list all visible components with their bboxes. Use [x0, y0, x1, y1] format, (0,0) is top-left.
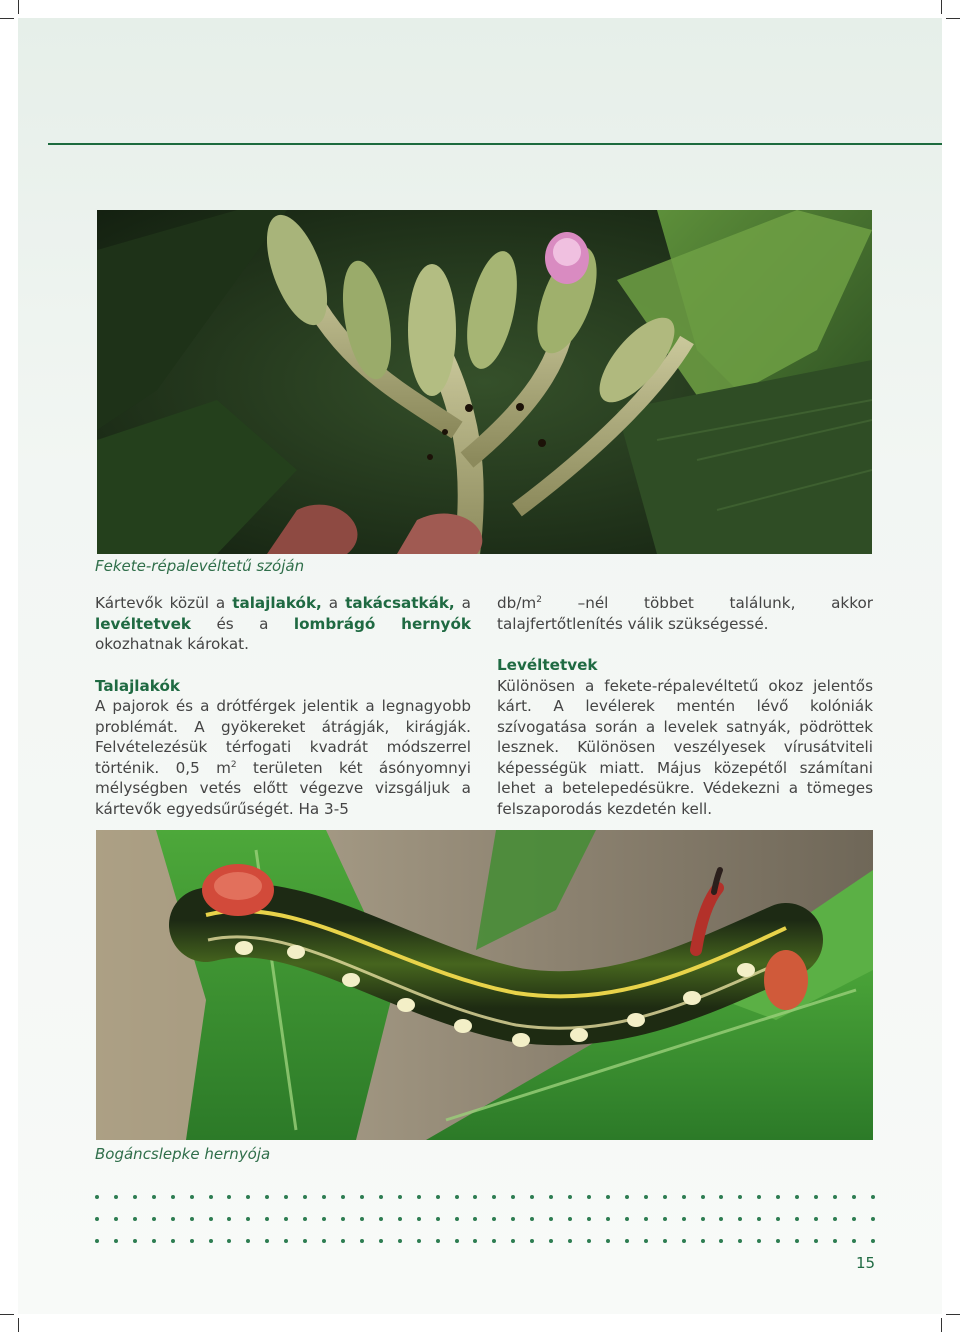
decorative-dot — [455, 1239, 459, 1243]
decorative-dot — [95, 1195, 99, 1199]
decorative-dot — [587, 1195, 591, 1199]
decorative-dot — [227, 1239, 231, 1243]
crop-mark — [941, 1318, 942, 1332]
decorative-dot — [265, 1239, 269, 1243]
decorative-dot — [133, 1217, 137, 1221]
decorative-dot — [795, 1217, 799, 1221]
decorative-dot — [511, 1239, 515, 1243]
decorative-dot — [833, 1195, 837, 1199]
page-number: 15 — [856, 1254, 876, 1272]
decorative-dot — [511, 1195, 515, 1199]
decorative-dot — [436, 1239, 440, 1243]
decorative-dot — [227, 1217, 231, 1221]
decorative-dot — [417, 1239, 421, 1243]
dot-row — [95, 1208, 875, 1230]
decorative-dot — [852, 1217, 856, 1221]
decorative-dot — [114, 1239, 118, 1243]
decorative-dot — [549, 1217, 553, 1221]
decorative-dot — [322, 1217, 326, 1221]
decorative-dot — [625, 1239, 629, 1243]
decorative-dot — [473, 1195, 477, 1199]
decorative-dot — [284, 1217, 288, 1221]
decorative-dot — [757, 1195, 761, 1199]
decorative-dot — [473, 1239, 477, 1243]
hawkmoth-caterpillar-photo — [96, 830, 873, 1140]
decorative-dot — [682, 1195, 686, 1199]
decorative-dot — [360, 1239, 364, 1243]
decorative-dot — [227, 1195, 231, 1199]
decorative-dot — [833, 1217, 837, 1221]
decorative-dot — [644, 1195, 648, 1199]
decorative-dot — [265, 1217, 269, 1221]
decorative-dot — [398, 1217, 402, 1221]
decorative-dot — [133, 1195, 137, 1199]
decorative-dot-rows — [95, 1186, 875, 1252]
decorative-dot — [701, 1217, 705, 1221]
decorative-dot — [871, 1195, 875, 1199]
decorative-dot — [682, 1217, 686, 1221]
decorative-dot — [644, 1239, 648, 1243]
decorative-dot — [701, 1239, 705, 1243]
decorative-dot — [417, 1217, 421, 1221]
decorative-dot — [341, 1217, 345, 1221]
decorative-dot — [303, 1195, 307, 1199]
decorative-dot — [814, 1239, 818, 1243]
decorative-dot — [190, 1195, 194, 1199]
decorative-dot — [795, 1195, 799, 1199]
decorative-dot — [492, 1217, 496, 1221]
left-text-column — [95, 593, 471, 819]
decorative-dot — [530, 1195, 534, 1199]
decorative-dot — [379, 1239, 383, 1243]
decorative-dot — [587, 1239, 591, 1243]
decorative-dot — [152, 1239, 156, 1243]
right-text-column — [497, 593, 873, 819]
decorative-dot — [795, 1239, 799, 1243]
decorative-dot — [530, 1217, 534, 1221]
decorative-dot — [95, 1217, 99, 1221]
decorative-dot — [663, 1239, 667, 1243]
decorative-dot — [606, 1195, 610, 1199]
decorative-dot — [322, 1239, 326, 1243]
decorative-dot — [303, 1239, 307, 1243]
decorative-dot — [114, 1217, 118, 1221]
decorative-dot — [549, 1195, 553, 1199]
decorative-dot — [398, 1239, 402, 1243]
decorative-dot — [568, 1217, 572, 1221]
decorative-dot — [436, 1195, 440, 1199]
decorative-dot — [757, 1239, 761, 1243]
decorative-dot — [303, 1217, 307, 1221]
decorative-dot — [246, 1239, 250, 1243]
decorative-dot — [322, 1195, 326, 1199]
decorative-dot — [814, 1217, 818, 1221]
decorative-dot — [719, 1217, 723, 1221]
decorative-dot — [606, 1217, 610, 1221]
decorative-dot — [379, 1217, 383, 1221]
decorative-dot — [776, 1239, 780, 1243]
decorative-dot — [171, 1217, 175, 1221]
decorative-dot — [209, 1217, 213, 1221]
decorative-dot — [455, 1217, 459, 1221]
section-body: Különösen a fekete-répalevéltetű okoz jelentős kárt. A levélerek mentén lévő kolóniák szívogatása során a levelek satnyák, pödröttek lesznek. Különösen veszélyesek vírusátviteli képességük miatt. Május közepétől számítani lehet a betelepedésükre. Védekezni a tömeges felszaporodás kezdetén kell. — [497, 676, 873, 818]
decorative-dot — [114, 1195, 118, 1199]
decorative-dot — [701, 1195, 705, 1199]
decorative-dot — [511, 1217, 515, 1221]
continuation-paragraph: $db/m^2$ –nél többet találunk, akkor talajfertőtlenítés válik szükségessé. — [497, 594, 873, 633]
decorative-dot — [568, 1195, 572, 1199]
decorative-dot — [171, 1239, 175, 1243]
dot-row — [95, 1230, 875, 1252]
decorative-dot — [663, 1195, 667, 1199]
decorative-dot — [284, 1239, 288, 1243]
section-body: A pajorok és a drótférgek jelentik a legnagyobb problémát. A gyökereket átrágják, kirágják. Felvételezésük térfogati kvadrát módszerrel történik. 0,5 $m^2$ területen két ásónyomnyi mélységben vetés előtt végezve vizsgáljuk a kártevők egyedsűrűségét. Ha 3-5 — [95, 697, 471, 818]
decorative-dot — [814, 1195, 818, 1199]
decorative-dot — [190, 1217, 194, 1221]
decorative-dot — [152, 1195, 156, 1199]
crop-mark — [0, 1314, 14, 1315]
decorative-dot — [871, 1239, 875, 1243]
decorative-dot — [379, 1195, 383, 1199]
decorative-dot — [284, 1195, 288, 1199]
decorative-dot — [682, 1239, 686, 1243]
decorative-dot — [436, 1217, 440, 1221]
decorative-dot — [171, 1195, 175, 1199]
decorative-dot — [398, 1195, 402, 1199]
decorative-dot — [625, 1217, 629, 1221]
decorative-dot — [341, 1195, 345, 1199]
decorative-dot — [568, 1239, 572, 1243]
decorative-dot — [530, 1239, 534, 1243]
decorative-dot — [719, 1239, 723, 1243]
decorative-dot — [663, 1217, 667, 1221]
decorative-dot — [719, 1195, 723, 1199]
decorative-dot — [549, 1239, 553, 1243]
crop-mark — [18, 1318, 19, 1332]
decorative-dot — [209, 1239, 213, 1243]
decorative-dot — [417, 1195, 421, 1199]
crop-mark — [0, 18, 14, 19]
decorative-dot — [852, 1195, 856, 1199]
decorative-dot — [246, 1217, 250, 1221]
decorative-dot — [95, 1239, 99, 1243]
section-heading: Levéltetvek — [497, 656, 598, 674]
decorative-dot — [776, 1195, 780, 1199]
decorative-dot — [133, 1239, 137, 1243]
photo-caption: Fekete-répalevéltetű szóján — [95, 557, 305, 575]
decorative-dot — [738, 1239, 742, 1243]
decorative-dot — [606, 1239, 610, 1243]
decorative-dot — [587, 1217, 591, 1221]
decorative-dot — [852, 1239, 856, 1243]
decorative-dot — [360, 1217, 364, 1221]
decorative-dot — [473, 1217, 477, 1221]
decorative-dot — [776, 1217, 780, 1221]
soybean-aphid-photo — [97, 210, 872, 554]
section-heading: Talajlakók — [95, 676, 180, 695]
decorative-dot — [190, 1239, 194, 1243]
decorative-dot — [871, 1217, 875, 1221]
decorative-dot — [644, 1217, 648, 1221]
decorative-dot — [455, 1195, 459, 1199]
photo-caption: Bogáncslepke hernyója — [95, 1145, 271, 1163]
decorative-dot — [246, 1195, 250, 1199]
crop-mark — [18, 0, 19, 14]
decorative-dot — [209, 1195, 213, 1199]
decorative-dot — [492, 1195, 496, 1199]
decorative-dot — [492, 1239, 496, 1243]
dot-row — [95, 1186, 875, 1208]
decorative-dot — [341, 1239, 345, 1243]
intro-paragraph: Kártevők közül a talajlakók, a takácsatkák, a levéltetvek és a lombrágó hernyók okozhatnak károkat. — [95, 594, 471, 653]
header-rule — [48, 143, 942, 145]
decorative-dot — [625, 1195, 629, 1199]
crop-mark — [946, 18, 960, 19]
crop-mark — [941, 0, 942, 14]
decorative-dot — [738, 1217, 742, 1221]
crop-mark — [946, 1314, 960, 1315]
decorative-dot — [265, 1195, 269, 1199]
decorative-dot — [360, 1195, 364, 1199]
decorative-dot — [152, 1217, 156, 1221]
decorative-dot — [738, 1195, 742, 1199]
decorative-dot — [833, 1239, 837, 1243]
decorative-dot — [757, 1217, 761, 1221]
